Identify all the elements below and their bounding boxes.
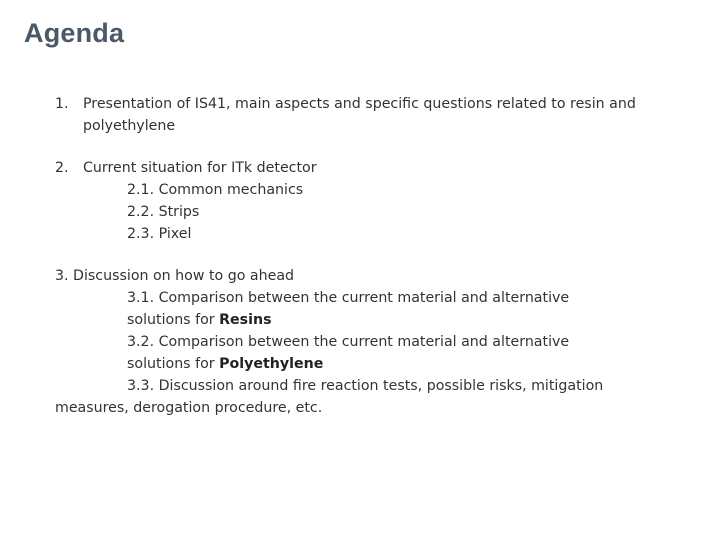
agenda-item-1-text: Presentation of IS41, main aspects and specific questions related to resin and polyethylene [83,96,636,134]
agenda-subitem-3-3 [55,375,655,419]
agenda-item-2-text: Current situation for ITk detector [83,160,317,176]
agenda-subitem-3-2 [55,331,655,375]
agenda-item-1-number: 1. [55,96,69,112]
agenda-subitem-3-1 [55,287,655,331]
agenda-subitem-3-1-keyword: Resins [219,312,272,328]
agenda-subitem-2-2: 2.2. Strips [127,204,200,220]
agenda-subitem-2-1: 2.1. Common mechanics [127,182,304,198]
agenda-item-1 [55,93,655,137]
agenda-subitem-3-2-line2 [127,353,655,375]
slide-title: Agenda [24,18,125,48]
agenda-subitem-3-3-line2: measures, derogation procedure, etc. [55,400,323,416]
agenda-subitem-2-3: 2.3. Pixel [127,226,192,242]
agenda-item-2 [55,157,655,179]
agenda-item-3: 3. Discussion on how to go ahead [55,268,295,284]
agenda-subitem-3-1-line1: 3.1. Comparison between the current material and alternative [127,290,570,306]
agenda-subitem-3-1-line2 [127,309,655,331]
agenda-list [55,93,655,419]
agenda-subitem-3-3-line1: 3.3. Discussion around fire reaction tests, possible risks, mitigation [127,378,604,394]
agenda-subitem-3-2-line1: 3.2. Comparison between the current material and alternative [127,334,570,350]
agenda-item-2-number: 2. [55,160,69,176]
agenda-subitem-3-1-prefix: solutions for [127,312,220,328]
agenda-subitem-3-2-keyword: Polyethylene [219,356,324,372]
agenda-subitem-3-2-prefix: solutions for [127,356,220,372]
